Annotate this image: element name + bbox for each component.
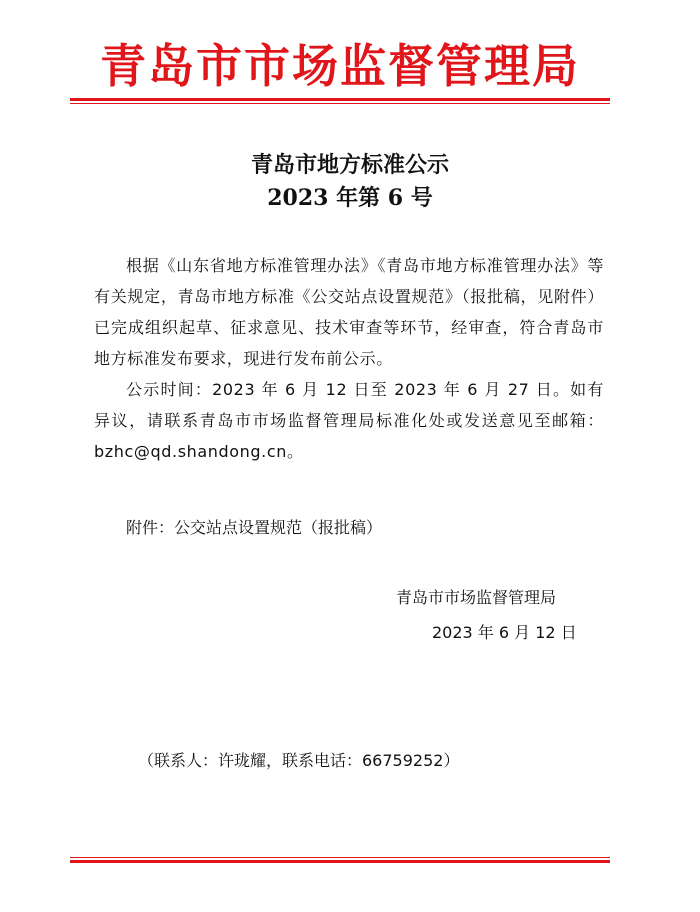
attachment-line: 附件：公交站点设置规范（报批稿）	[126, 518, 383, 537]
notice-paragraph: 公示时间：2023 年 6 月 12 日至 2023 年 6 月 27 日。如有异议，请联系青岛市市场监督管理局标准化处或发送意见至邮箱：bzhc@qd.shandong.cn。	[94, 380, 604, 461]
notice-title: 青岛市地方标准公示	[250, 152, 449, 178]
header-divider-thick	[70, 98, 610, 101]
signature-org: 青岛市市场监督管理局	[396, 588, 557, 607]
footer-divider-thin	[70, 857, 610, 858]
notice-paragraph: 根据《山东省地方标准管理办法》《青岛市地方标准管理办法》等有关规定，青岛市地方标准《公交站点设置规范》（报批稿，见附件）已完成组织起草、征求意见、技术审查等环节，经审查，符合青岛市地方标准发布要求，现进行发布前公示。	[94, 256, 604, 368]
footer-divider-thick	[70, 860, 610, 863]
notice-number: 2023 年第 6 号	[267, 185, 433, 211]
issuing-authority-header: 青岛市市场监督管理局	[100, 39, 580, 93]
notice-body	[94, 250, 604, 467]
contact-info: （联系人：许珑耀，联系电话：66759252）	[138, 751, 460, 770]
header-divider-thin	[70, 103, 610, 104]
signature-date: 2023 年 6 月 12 日	[432, 623, 577, 642]
